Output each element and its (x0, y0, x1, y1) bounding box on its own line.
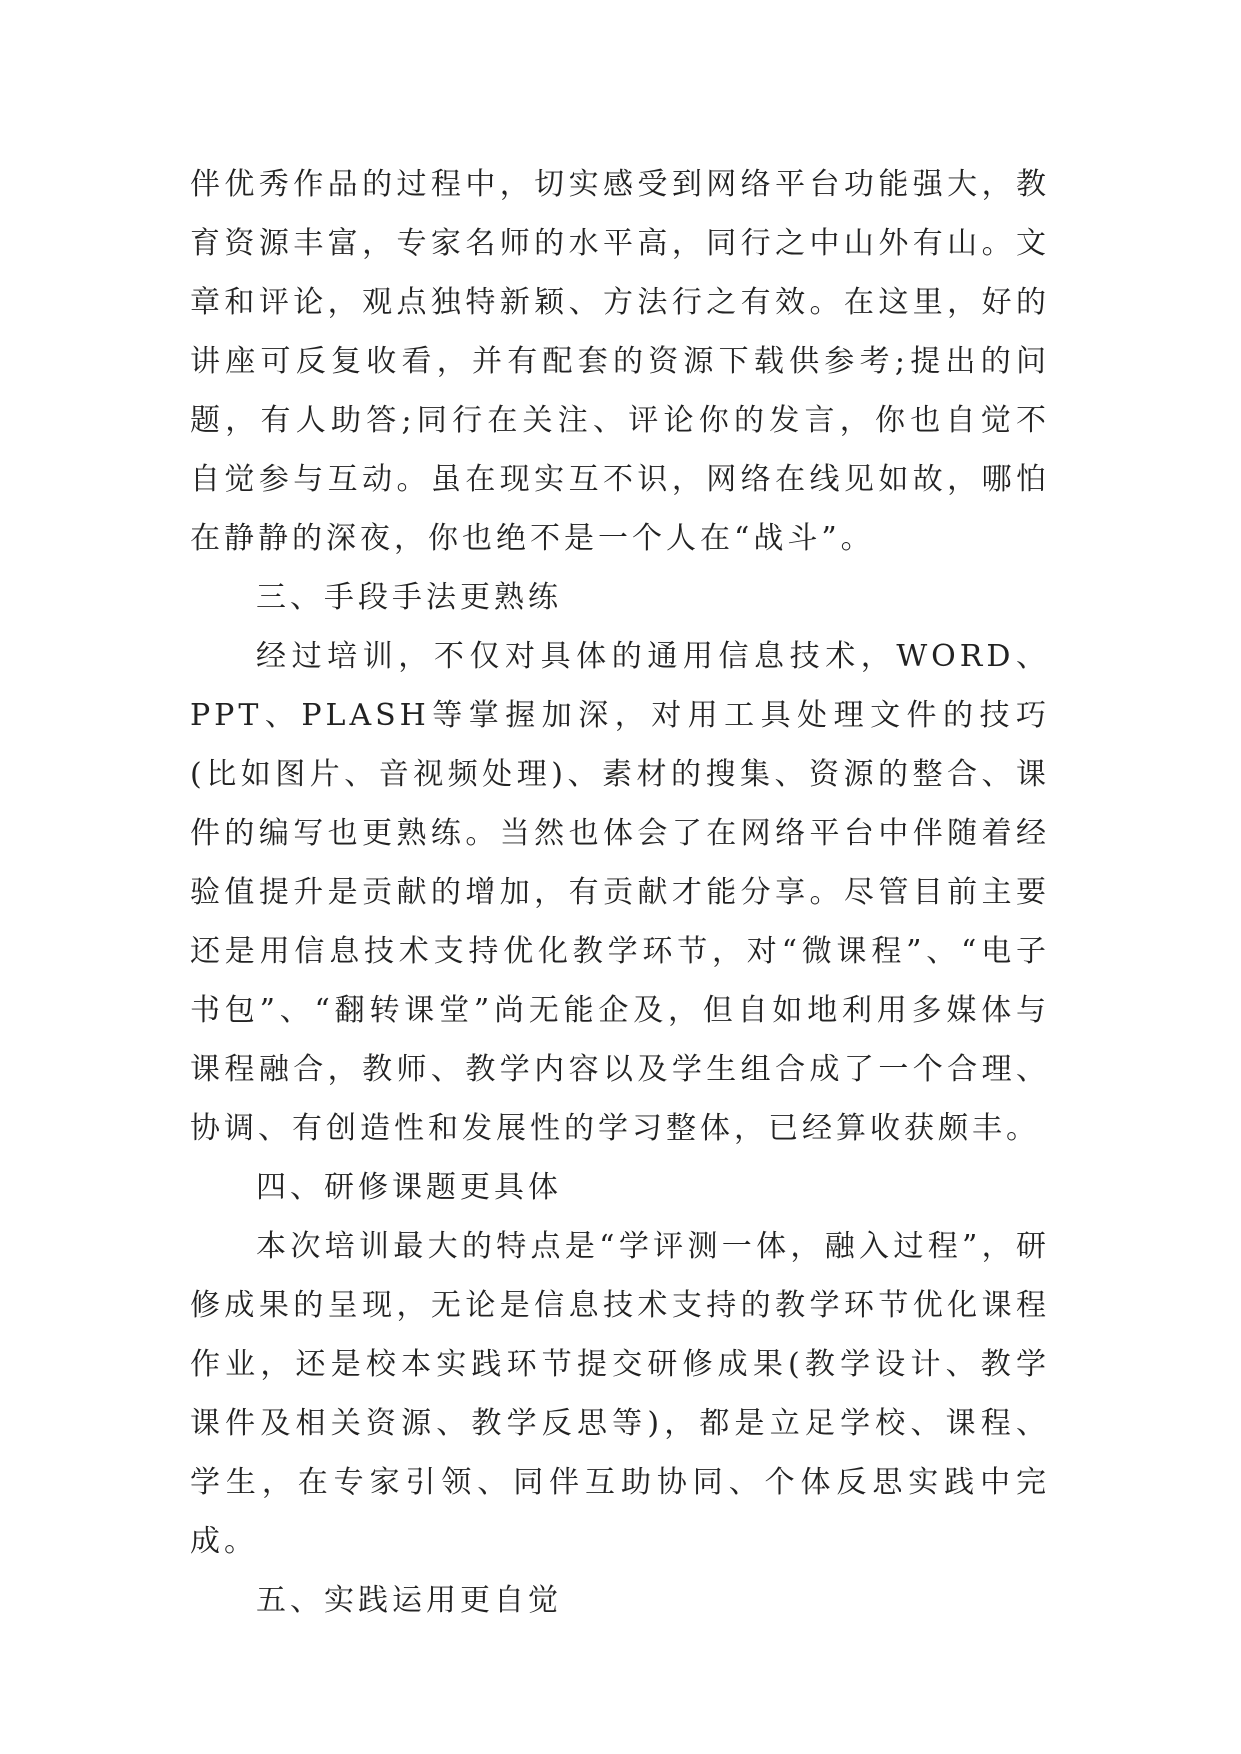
section-heading-4: 四、研修课题更具体 (256, 1170, 562, 1205)
body-paragraph: 伴优秀作品的过程中，切实感受到网络平台功能强大，教育资源丰富，专家名师的水平高，同行之中山外有山。文章和评论，观点独特新颖、方法行之有效。在这里，好的讲座可反复收看，并有配套的资源下载供参考;提出的问题，有人助答;同行在关注、评论你的发言，你也自觉不自觉参与互动。虽在现实互不识，网络在线见如故，哪怕在静静的深夜，你也绝不是一个人在“战斗”。 (190, 167, 1050, 556)
document-body (190, 155, 1050, 1630)
body-paragraph: 经过培训，不仅对具体的通用信息技术，WORD、PPT、PLASH等掌握加深，对用工具处理文件的技巧(比如图片、音视频处理)、素材的搜集、资源的整合、课件的编写也更熟练。当然也体会了在网络平台中伴随着经验值提升是贡献的增加，有贡献才能分享。尽管目前主要还是用信息技术支持优化教学环节，对“微课程”、“电子书包”、“翻转课堂”尚无能企及，但自如地利用多媒体与课程融合，教师、教学内容以及学生组合成了一个合理、协调、有创造性和发展性的学习整体，已经算收获颇丰。 (190, 639, 1050, 1146)
section-heading-3: 三、手段手法更熟练 (256, 580, 562, 615)
body-paragraph: 本次培训最大的特点是“学评测一体，融入过程”，研修成果的呈现，无论是信息技术支持的教学环节优化课程作业，还是校本实践环节提交研修成果(教学设计、教学课件及相关资源、教学反思等)，都是立足学校、课程、学生，在专家引领、同伴互助协同、个体反思实践中完成。 (190, 1229, 1050, 1559)
section-heading-5: 五、实践运用更自觉 (256, 1583, 562, 1618)
